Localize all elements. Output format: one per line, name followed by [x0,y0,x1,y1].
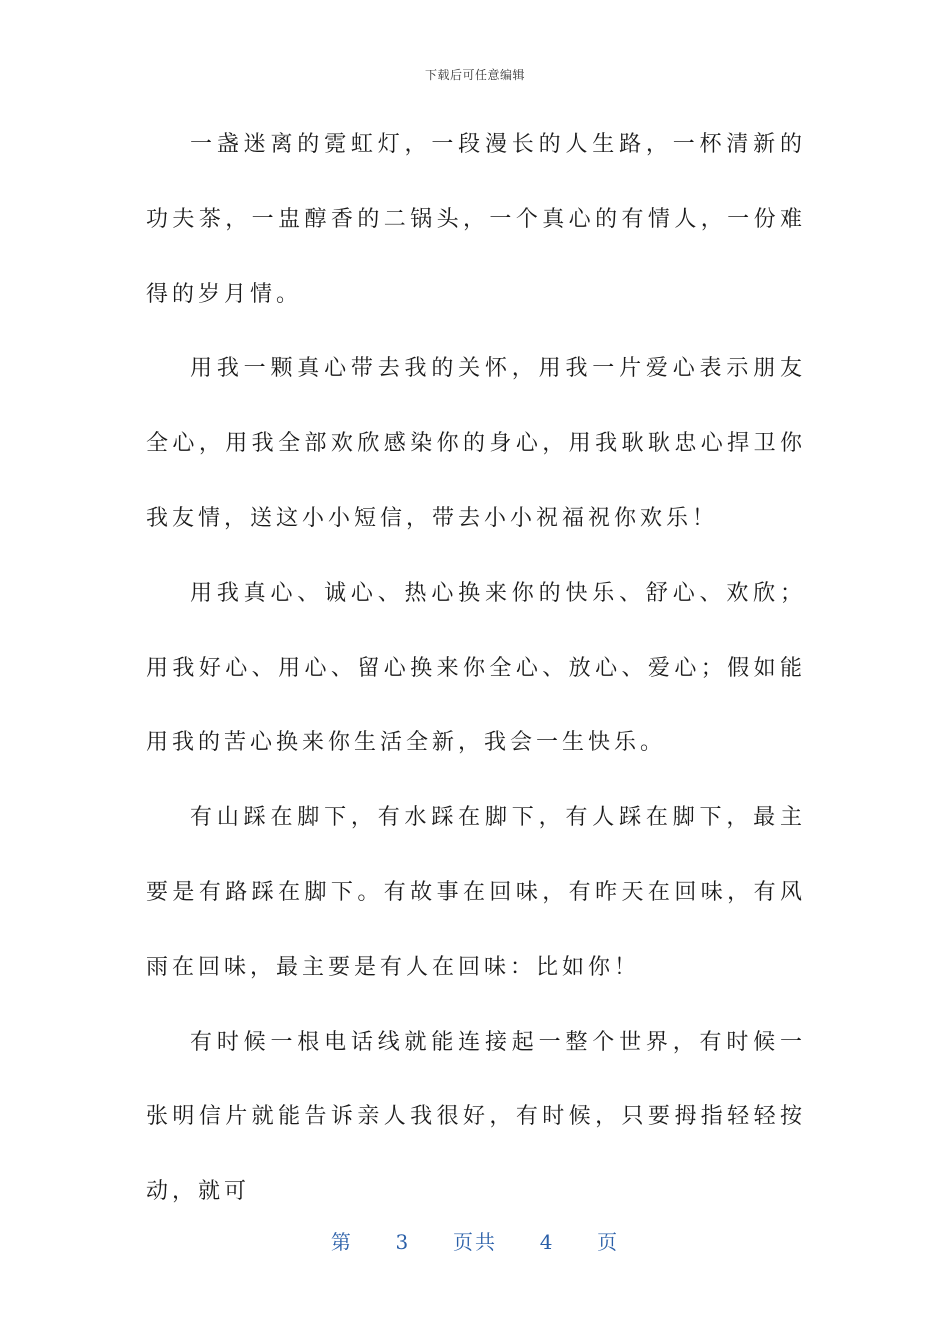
page-header: 下载后可任意编辑 [424,68,525,82]
footer-prefix: 第 [330,1230,353,1254]
paragraph: 有山踩在脚下，有水踩在脚下，有人踩在脚下，最主要是有路踩在脚下。有故事在回味，有昨天在回味，有风雨在回味，最主要是有人在回味：比如你！ [146,805,806,980]
footer-page-number: 3 [395,1230,411,1254]
paragraph: 有时候一根电话线就能连接起一整个世界，有时候一张明信片就能告诉亲人我很好，有时候，只要拇指轻轻按动，就可 [146,1029,806,1205]
paragraph: 用我真心、诚心、热心换来你的快乐、舒心、欢欣；用我好心、用心、留心换来你全心、放心、爱心；假如能用我的苦心换来你生活全新，我会一生快乐。 [146,580,806,756]
document-body [146,108,806,1230]
paragraph: 用我一颗真心带去我的关怀，用我一片爱心表示朋友全心，用我全部欢欣感染你的身心，用我耿耿忠心捍卫你我友情，送这小小短信，带去小小祝福祝你欢乐！ [146,356,806,531]
footer-middle: 页共 [453,1230,497,1254]
paragraph: 一盏迷离的霓虹灯，一段漫长的人生路，一杯清新的功夫茶，一盅醇香的二锅头，一个真心的有情人，一份难得的岁月情。 [146,132,806,307]
footer-suffix: 页 [597,1230,620,1254]
page-footer [0,1226,950,1255]
footer-total-pages: 4 [539,1230,555,1254]
